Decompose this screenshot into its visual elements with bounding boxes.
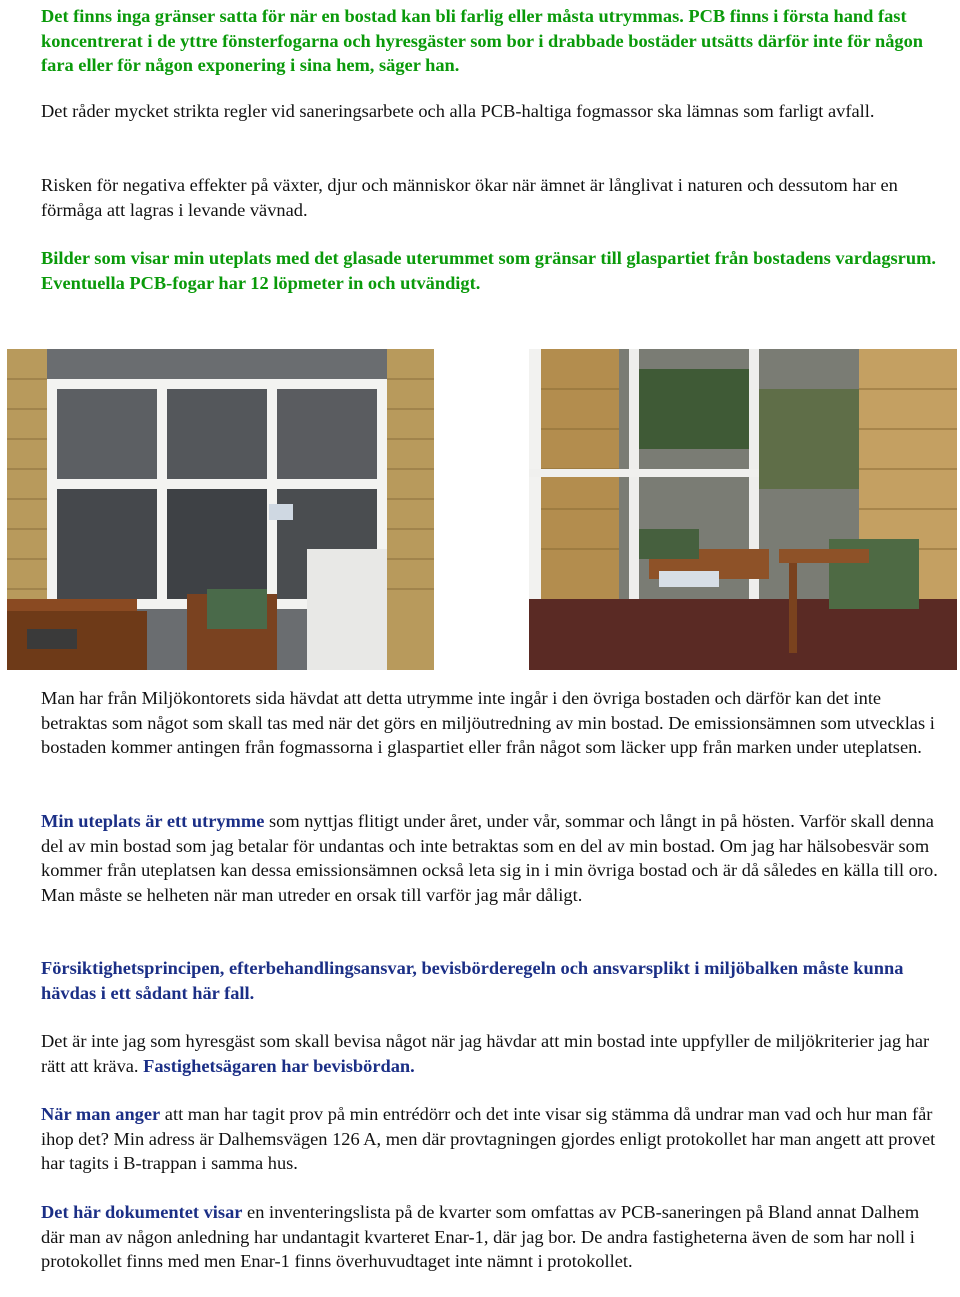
paragraph-bevisborda-body: Det är inte jag som hyresgäst som skall bevisa något när jag hävdar att min bostad inte uppfyller de miljökriterier jag har rätt att kräva. xyxy=(41,1031,930,1076)
paragraph-sanering-regler: Det råder mycket strikta regler vid saneringsarbete och alla PCB-haltiga fogmassor ska lämnas som farligt avfall. xyxy=(41,101,875,121)
photo-uterum-exterior xyxy=(529,349,957,670)
paragraph-dokumentet-body: en inventeringslista på de kvarter som omfattas av PCB-saneringen på Bland annat Dalhem där man av någon anledning har undantagit kvarteret Enar-1, där jag bor. De andra fastigheterna även de som har noll i protokollet finns med men Enar-1 finns överhuvudtaget inte nämnt i protokollet. xyxy=(41,1202,920,1272)
paragraph-pcb-intro: Det finns inga gränser satta för när en bostad kan bli farlig eller måsta utrymmas. PCB finns i första hand fast koncentrerat i de yttre fönsterfogarna och hyresgäster som bor i drabbade bostäder utsätts därför inte för någon fara eller för någon exponering i sina hem, säger han. xyxy=(41,6,924,76)
photo-uterum-interior-image xyxy=(7,349,434,670)
paragraph-min-uteplats-lead: Min uteplats är ett utrymme xyxy=(41,811,265,831)
paragraph-forsiktighetsprincipen: Försiktighetsprincipen, efterbehandlingsansvar, bevisbörderegeln och ansvarsplikt i miljöbalken måste kunna hävdas i ett sådant här fall. xyxy=(41,958,904,1003)
paragraph-min-uteplats-body: som nyttjas flitigt under året, under vår, sommar och långt in på hösten. Varför skall denna del av min bostad som jag betalar för undantas och inte betraktas som en del av min bostad. Om jag har hälsobesvär som kommer från uteplatsen kan dessa emissionsämnen också leta sig in i min övriga bostad och är då således en källa till oro. Man måste se helheten när man utreder en orsak till varför jag mår dåligt. xyxy=(41,811,938,905)
paragraph-miljokontoret: Man har från Miljökontorets sida hävdat att detta utrymme inte ingår i den övriga bostaden och därför kan det inte betraktas som något som skall tas med när det görs en miljöutredning av min bostad. De emissionsämnen som utvecklas i bostaden kommer antingen från fogmassorna i glaspartiet eller från något som läcker upp från marken under uteplatsen. xyxy=(41,688,935,758)
paragraph-bevisborda-emphasis: Fastighetsägaren har bevisbördan. xyxy=(143,1055,415,1076)
photo-uterum-exterior-image xyxy=(529,349,957,670)
paragraph-bevisborda xyxy=(41,1029,941,1078)
paragraph-dokumentet xyxy=(41,1200,941,1274)
paragraph-provtagning-lead: När man anger xyxy=(41,1104,161,1124)
paragraph-provtagning-body: att man har tagit prov på min entrédörr och det inte visar sig stämma då undrar man vad och hur man får ihop det? Min adress är Dalhemsvägen 126 A, men där provtagningen gjordes enligt protokollet har man angett att provet har tagits i B-trappan i samma hus. xyxy=(41,1104,936,1174)
paragraph-dokumentet-lead: Det här dokumentet visar xyxy=(41,1202,243,1222)
paragraph-provtagning xyxy=(41,1102,941,1176)
paragraph-min-uteplats xyxy=(41,809,941,907)
paragraph-risker: Risken för negativa effekter på växter, djur och människor ökar när ämnet är långlivat i naturen och dessutom har en förmåga att lagras i levande vävnad. xyxy=(41,175,898,220)
paragraph-bilder-caption: Bilder som visar min uteplats med det glasade uterummet som gränsar till glaspartiet från bostadens vardagsrum. Eventuella PCB-fogar har 12 löpmeter in och utvändigt. xyxy=(41,248,936,293)
photo-uterum-interior xyxy=(7,349,434,670)
